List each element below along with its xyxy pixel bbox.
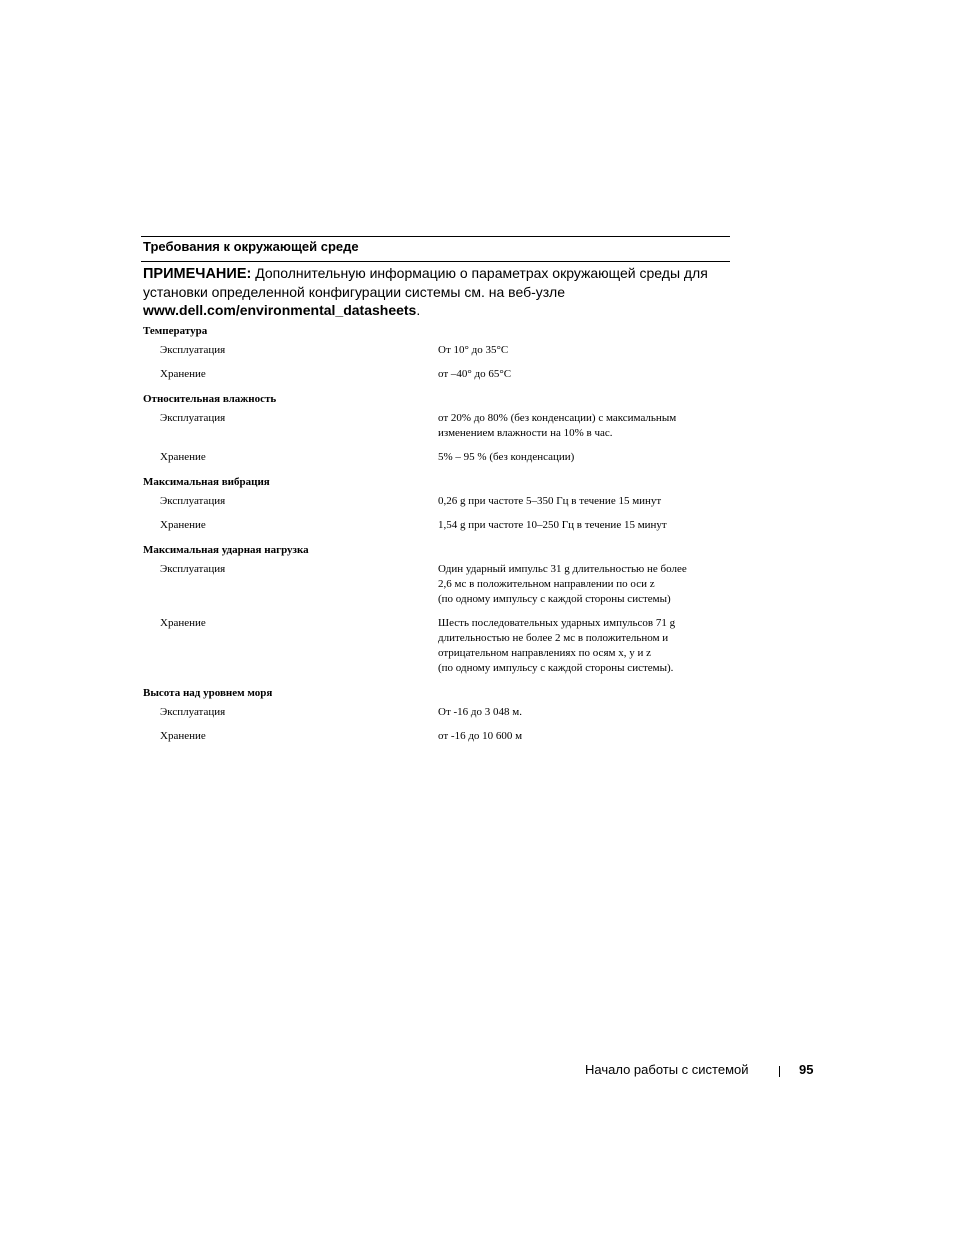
spec-row: [143, 729, 733, 753]
spec-group-title: Температура: [143, 325, 208, 337]
spec-row-value: От 10° до 35°C: [438, 344, 509, 356]
spec-group-title: Максимальная ударная нагрузка: [143, 544, 309, 556]
spec-row-label: Эксплуатация: [160, 706, 226, 718]
top-rule: [141, 236, 730, 237]
title-rule: [141, 261, 730, 262]
spec-row-label: Эксплуатация: [160, 495, 226, 507]
spec-row: [143, 705, 733, 729]
page-number: 95: [799, 1062, 814, 1077]
footer-separator: [779, 1066, 780, 1077]
spec-group-title: Высота над уровнем моря: [143, 687, 273, 699]
spec-row-label: Эксплуатация: [160, 344, 226, 356]
spec-table: [143, 322, 733, 752]
note-block: [143, 264, 723, 319]
spec-row-value: Один ударный импульс 31 g длительностью не более 2,6 мс в положительном направлении по оси z (по одному импульсу с каждой стороны системы): [438, 563, 687, 605]
spec-row: [143, 367, 733, 391]
spec-row-value: Шесть последовательных ударных импульсов 71 g длительностью не более 2 мс в положительном и отрицательном направлениях по осям x, y и z (по одному импульсу с каждой стороны системы).: [438, 616, 676, 674]
spec-row: [143, 494, 733, 518]
spec-row-label: Хранение: [160, 729, 206, 742]
spec-row-label: Хранение: [160, 518, 206, 531]
spec-row: [143, 411, 733, 450]
spec-row-label: Эксплуатация: [160, 412, 226, 424]
spec-row-value: от -16 до 10 600 м: [438, 729, 523, 742]
spec-row: [143, 562, 733, 616]
spec-row-label: Хранение: [160, 367, 206, 380]
spec-group-title: Максимальная вибрация: [143, 476, 270, 488]
spec-row-label: Эксплуатация: [160, 563, 226, 575]
spec-row-value: от –40° до 65°C: [438, 367, 512, 380]
note-end: .: [416, 302, 421, 318]
footer-section-title: Начало работы с системой: [585, 1062, 749, 1077]
spec-row-value: 5% – 95 % (без конденсации): [438, 450, 575, 463]
spec-row-value: от 20% до 80% (без конденсации) с максимальным изменением влажности на 10% в час.: [438, 412, 677, 439]
note-label: ПРИМЕЧАНИЕ:: [143, 266, 252, 282]
table-title: Требования к окружающей среде: [143, 239, 359, 254]
spec-row-label: Хранение: [160, 450, 206, 463]
spec-row-value: 1,54 g при частоте 10–250 Гц в течение 15 минут: [438, 518, 667, 531]
spec-row-label: Хранение: [160, 616, 206, 629]
note-url: www.dell.com/environmental_datasheets: [143, 302, 417, 318]
note-text: Дополнительную информацию о параметрах окружающей среды для установки определенной конфигурации системы см. на веб-узле: [143, 265, 708, 300]
spec-row: [143, 518, 733, 542]
spec-row: [143, 616, 733, 685]
spec-row: [143, 343, 733, 367]
spec-row-value: 0,26 g при частоте 5–350 Гц в течение 15 минут: [438, 495, 662, 507]
spec-group-title: Относительная влажность: [143, 393, 277, 405]
spec-row: [143, 450, 733, 474]
spec-row-value: От -16 до 3 048 м.: [438, 706, 522, 718]
